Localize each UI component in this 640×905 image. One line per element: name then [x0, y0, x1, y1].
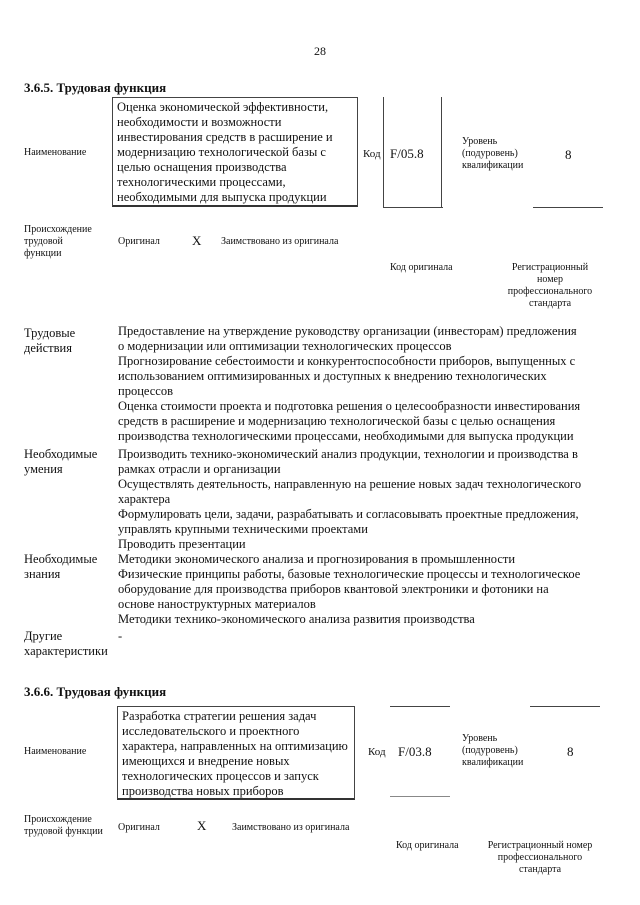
page-number: 28 [314, 44, 326, 58]
label-line: Необходимые [24, 552, 98, 566]
code-underline [383, 207, 443, 208]
label-line: Другие [24, 629, 63, 643]
code-underline [390, 796, 450, 797]
borrowed-label: Заимствовано из оригинала [221, 236, 339, 247]
code-label: Код [363, 148, 381, 160]
code-right-border [441, 97, 442, 207]
origin-line: функции [24, 248, 62, 259]
item-line: использованием оптимизированных и доступных к внедрению технологических [118, 369, 547, 383]
name-line: инвестирования средств в расширение и [117, 130, 333, 144]
function-name-box [112, 97, 358, 207]
original-label: Оригинал [118, 822, 160, 833]
label-line: Необходимые [24, 447, 98, 461]
reg-line: Регистрационный [511, 262, 589, 273]
name-line: модернизацию технологической базы с [117, 145, 326, 159]
borrowed-label: Заимствовано из оригинала [232, 822, 350, 833]
origin-line: Происхождение [24, 814, 92, 825]
code-value: F/05.8 [390, 146, 424, 161]
original-mark: X [197, 818, 207, 833]
item-line: Оценка стоимости проекта и подготовка решения о целесообразности инвестирования [118, 399, 581, 413]
actions-label [24, 326, 75, 356]
level-topline [530, 706, 600, 707]
list-item [118, 354, 600, 399]
skills-list [118, 447, 600, 552]
code-topline [390, 706, 450, 707]
name-line: имеющихся и внедрение новых [122, 754, 290, 768]
level-line: (подуровень) [462, 745, 518, 756]
code-divider [383, 97, 384, 207]
item-line: Формулировать цели, задачи, разрабатывать и согласовывать проектные предложения, [118, 507, 579, 521]
actions-list [118, 324, 600, 444]
name-line: Разработка стратегии решения задач [122, 709, 317, 723]
item-line: оборудование для производства приборов квантовой электроники и фотоники на [118, 582, 549, 596]
level-line: Уровень [462, 733, 498, 744]
item-line: средств в расширение и модернизацию технологической базы с целью оснащения [118, 414, 556, 428]
item-line: характера [118, 492, 171, 506]
reg-number-label [500, 262, 600, 310]
origin-line: трудовой функции [24, 826, 103, 837]
reg-line: профессионального [507, 286, 593, 297]
reg-number-label [480, 840, 600, 876]
list-item [118, 477, 600, 507]
item-line: производства технологическими процессами, необходимыми для выпуска продукции [118, 429, 574, 443]
origin-label [24, 224, 92, 260]
item-line: Методики экономического анализа и прогнозирования в промышленности [118, 552, 516, 566]
list-item [118, 612, 600, 627]
name-label: Наименование [24, 147, 87, 158]
level-line: Уровень [462, 136, 498, 147]
origin-line: Происхождение [24, 224, 92, 235]
reg-line: номер [537, 274, 563, 285]
other-label [24, 629, 108, 659]
list-item [118, 324, 600, 354]
item-line: основе наноструктурных материалов [118, 597, 316, 611]
name-line: необходимыми для выпуска продукции [117, 190, 327, 204]
item-line: о модернизации или оптимизации технологических процессов [118, 339, 452, 353]
name-line: технологическими процессами, [117, 175, 286, 189]
label-line: умения [24, 462, 63, 476]
item-line: Физические принципы работы, базовые технологические процессы и технологическое [118, 567, 581, 581]
list-item [118, 399, 600, 444]
list-item [118, 537, 600, 552]
name-line: технологических процессов и запуск [122, 769, 319, 783]
origin-label [24, 814, 103, 838]
level-label [462, 136, 523, 172]
other-value: - [118, 629, 123, 643]
code-label: Код [368, 746, 386, 758]
section-heading: 3.6.6. Трудовая функция [24, 684, 167, 699]
item-line: Прогнозирование себестоимости и конкурентоспособности приборов, выпущенных с [118, 354, 576, 368]
level-line: квалификации [462, 160, 524, 171]
label-line: Трудовые [24, 326, 76, 340]
list-item [118, 447, 600, 477]
item-line: процессов [118, 384, 173, 398]
label-line: знания [24, 567, 61, 581]
reg-line: стандарта [518, 864, 562, 875]
name-line: Оценка экономической эффективности, [117, 100, 329, 114]
level-label [462, 733, 523, 769]
code-value: F/03.8 [398, 744, 432, 759]
original-label: Оригинал [118, 236, 160, 247]
knowledge-list [118, 552, 600, 627]
level-value: 8 [565, 147, 572, 162]
code-original-label: Код оригинала [390, 262, 453, 273]
name-line: характера, направленных на оптимизацию [122, 739, 348, 753]
function-name-box [117, 706, 355, 800]
name-line: производства новых приборов [122, 784, 284, 798]
level-underline [533, 207, 603, 208]
original-mark: X [192, 233, 202, 248]
level-line: квалификации [462, 757, 524, 768]
label-line: действия [24, 341, 72, 355]
name-label: Наименование [24, 746, 87, 757]
item-line: Осуществлять деятельность, направленную на решение новых задач технологического [118, 477, 582, 491]
origin-line: трудовой [24, 236, 63, 247]
section-heading: 3.6.5. Трудовая функция [24, 80, 167, 95]
label-line: характеристики [24, 644, 108, 658]
code-original-label: Код оригинала [396, 840, 459, 851]
item-line: Производить технико-экономический анализ продукции, технологии и производства в [118, 447, 578, 461]
item-line: Проводить презентации [118, 537, 246, 551]
list-item [118, 507, 600, 537]
item-line: Методики технико-экономического анализа развития производства [118, 612, 475, 626]
reg-line: Регистрационный номер [487, 840, 593, 851]
item-line: управлять крупными техническими проектами [118, 522, 368, 536]
reg-line: стандарта [528, 298, 572, 309]
list-item [118, 567, 600, 612]
skills-label [24, 447, 97, 477]
name-line: необходимости и возможности [117, 115, 282, 129]
list-item [118, 552, 600, 567]
reg-line: профессионального [497, 852, 583, 863]
level-line: (подуровень) [462, 148, 518, 159]
knowledge-label [24, 552, 97, 582]
name-line: целью оснащения производства [117, 160, 287, 174]
level-value: 8 [567, 744, 574, 759]
item-line: рамках отрасли и организации [118, 462, 281, 476]
item-line: Предоставление на утверждение руководству организации (инвесторам) предложения [118, 324, 577, 338]
name-line: исследовательского и проектного [122, 724, 300, 738]
